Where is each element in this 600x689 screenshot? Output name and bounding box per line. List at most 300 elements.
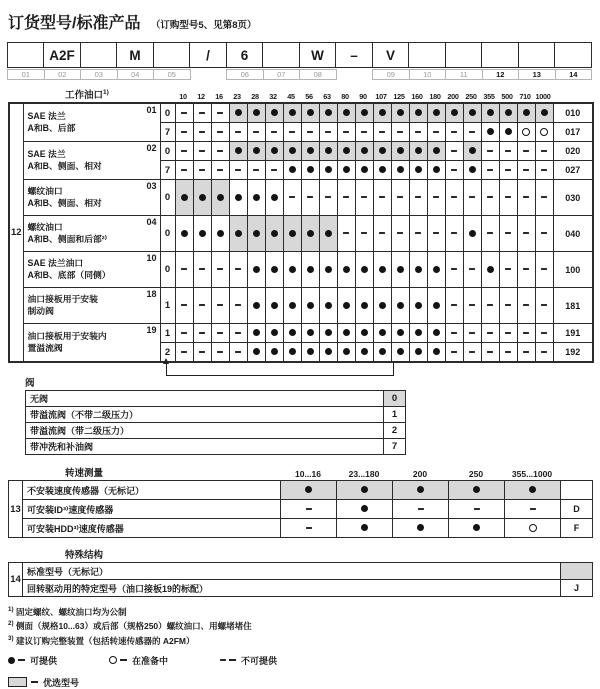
available-icon [433, 329, 440, 336]
size-column-label: 1000 [535, 92, 551, 101]
not-available-icon [217, 150, 223, 152]
availability-cell [481, 343, 499, 363]
not-available-icon [541, 332, 547, 334]
available-icon [361, 266, 368, 273]
not-available-icon [487, 150, 493, 152]
availability-cell [499, 288, 517, 324]
code-position-label: 14 [555, 69, 593, 80]
size-column-label: 710 [519, 92, 531, 101]
size-column-label: 16 [215, 92, 223, 101]
availability-cell [409, 161, 427, 180]
availability-cell [449, 500, 505, 519]
not-available-icon [217, 169, 223, 171]
availability-cell [535, 252, 553, 288]
available-icon [325, 166, 332, 173]
port-number: 04 [146, 217, 157, 227]
not-available-icon [217, 131, 223, 133]
port-number: 01 [146, 105, 157, 115]
row-code: 017 [553, 123, 593, 142]
available-icon [379, 109, 386, 116]
equals-dash-icon [31, 681, 38, 683]
not-available-icon [523, 196, 529, 198]
ports-availability-table [8, 102, 594, 363]
code-position-label: 10 [409, 69, 447, 80]
availability-cell [193, 180, 211, 216]
availability-cell [481, 324, 499, 343]
code-position-label [190, 69, 228, 80]
available-icon [361, 524, 368, 531]
valve-options-table [25, 390, 406, 455]
row-code: 191 [553, 324, 593, 343]
code-box-04: M [116, 42, 154, 68]
availability-cell [283, 123, 301, 142]
availability-cell [265, 324, 283, 343]
code-position-label: 03 [80, 69, 118, 80]
availability-cell [445, 180, 463, 216]
row-code: 100 [553, 252, 593, 288]
not-available-icon [433, 232, 439, 234]
not-available-icon [343, 232, 349, 234]
availability-cell [409, 103, 427, 123]
legend-symbol [8, 657, 15, 664]
availability-cell [193, 161, 211, 180]
availability-cell [281, 519, 337, 538]
not-available-icon [199, 112, 205, 114]
availability-cell [393, 500, 449, 519]
available-icon [217, 194, 224, 201]
not-available-icon [199, 351, 205, 353]
not-available-icon [523, 332, 529, 334]
row-code: 181 [553, 288, 593, 324]
availability-cell [247, 343, 265, 363]
availability-cell [449, 481, 505, 500]
availability-cell [193, 288, 211, 324]
speed-column-label: 250 [468, 469, 484, 479]
available-icon [181, 230, 188, 237]
availability-cell [373, 288, 391, 324]
availability-cell [393, 481, 449, 500]
available-icon [271, 348, 278, 355]
availability-cell [463, 343, 481, 363]
available-icon [325, 109, 332, 116]
available-icon [433, 348, 440, 355]
available-icon [415, 348, 422, 355]
availability-cell [337, 252, 355, 288]
availability-cell [247, 288, 265, 324]
availability-cell [391, 324, 409, 343]
code-box-10 [408, 42, 446, 68]
available-icon [307, 230, 314, 237]
available-icon [271, 230, 278, 237]
available-icon [361, 109, 368, 116]
speed-option-label: 可安装ID³⁾速度传感器 [23, 500, 281, 519]
available-icon [325, 302, 332, 309]
available-icon [415, 109, 422, 116]
available-icon [397, 109, 404, 116]
availability-cell [481, 252, 499, 288]
availability-cell [193, 142, 211, 161]
available-icon [379, 266, 386, 273]
availability-cell [229, 180, 247, 216]
code-position-label: 09 [372, 69, 410, 80]
sub-code: 7 [160, 161, 175, 180]
availability-cell [355, 343, 373, 363]
not-available-icon [451, 232, 457, 234]
availability-cell [301, 180, 319, 216]
code-box-08: W [299, 42, 337, 68]
availability-cell [175, 216, 193, 252]
port-label-line: 油口接板用于安装 [27, 294, 98, 305]
speed-option-code: D [561, 500, 593, 519]
available-icon [379, 329, 386, 336]
not-available-icon [469, 196, 475, 198]
speed-column-label: 10...16 [295, 469, 321, 479]
available-icon [473, 524, 480, 531]
availability-cell [535, 161, 553, 180]
code-box-13 [518, 42, 556, 68]
code-box-01 [7, 42, 45, 68]
availability-cell [517, 252, 535, 288]
port-label [23, 142, 160, 180]
not-available-icon [199, 304, 205, 306]
code-position-label: 07 [263, 69, 301, 80]
available-icon [417, 486, 424, 493]
legend-text: 不可提供 [241, 655, 278, 666]
availability-cell [283, 343, 301, 363]
not-available-icon [199, 268, 205, 270]
availability-cell [517, 123, 535, 142]
not-available-icon [451, 268, 457, 270]
availability-cell [319, 161, 337, 180]
size-column-label: 160 [411, 92, 423, 101]
availability-cell [463, 288, 481, 324]
availability-cell [247, 216, 265, 252]
not-available-icon [451, 169, 457, 171]
availability-cell [481, 142, 499, 161]
availability-cell [211, 142, 229, 161]
port-label [23, 180, 160, 216]
availability-cell [393, 519, 449, 538]
availability-cell [229, 123, 247, 142]
preferred-shading-swatch [8, 677, 27, 687]
availability-cell [355, 252, 373, 288]
not-available-icon [343, 196, 349, 198]
availability-cell [265, 142, 283, 161]
availability-cell [355, 161, 373, 180]
size-column-label: 500 [501, 92, 513, 101]
availability-cell [427, 103, 445, 123]
available-icon [433, 166, 440, 173]
not-available-icon [325, 131, 331, 133]
availability-cell [481, 180, 499, 216]
availability-cell [229, 103, 247, 123]
valve-option-label: 无阀 [26, 391, 384, 407]
availability-cell [463, 142, 481, 161]
availability-cell [535, 123, 553, 142]
availability-cell [391, 216, 409, 252]
availability-cell [247, 252, 265, 288]
not-available-icon [181, 131, 187, 133]
speed-column-label: 200 [412, 469, 428, 479]
ordering-code-position-labels [8, 69, 592, 80]
available-icon [307, 302, 314, 309]
availability-cell [283, 288, 301, 324]
not-available-icon [505, 351, 511, 353]
availability-cell [337, 500, 393, 519]
availability-cell [301, 216, 319, 252]
not-available-icon [487, 196, 493, 198]
availability-cell [265, 343, 283, 363]
available-icon [343, 329, 350, 336]
not-available-icon [451, 351, 457, 353]
code-position-label: 06 [226, 69, 264, 80]
availability-cell [175, 324, 193, 343]
available-icon [433, 147, 440, 154]
speed-sensor-table [8, 480, 593, 538]
port-label-line: 制动阀 [27, 305, 54, 316]
available-icon [397, 329, 404, 336]
availability-cell [337, 216, 355, 252]
availability-cell [301, 142, 319, 161]
not-available-icon [523, 232, 529, 234]
available-icon [325, 147, 332, 154]
availability-cell [535, 216, 553, 252]
availability-cell [211, 252, 229, 288]
not-available-icon [451, 131, 457, 133]
availability-cell [463, 161, 481, 180]
availability-cell [193, 123, 211, 142]
available-icon [289, 147, 296, 154]
available-icon [361, 302, 368, 309]
legend-item [109, 654, 168, 667]
availability-cell [193, 103, 211, 123]
availability-cell [463, 180, 481, 216]
not-available-icon [235, 169, 241, 171]
available-icon [235, 230, 242, 237]
availability-cell [337, 123, 355, 142]
port-label [23, 324, 160, 363]
available-icon [361, 329, 368, 336]
valve-option-code: 0 [384, 391, 406, 407]
availability-cell [373, 343, 391, 363]
not-available-icon [523, 169, 529, 171]
available-icon [271, 302, 278, 309]
availability-cell [427, 161, 445, 180]
availability-cell [229, 161, 247, 180]
availability-cell [301, 123, 319, 142]
availability-cell [193, 343, 211, 363]
availability-cell [355, 288, 373, 324]
availability-cell [505, 481, 561, 500]
available-icon [361, 486, 368, 493]
availability-cell [175, 123, 193, 142]
available-icon [487, 266, 494, 273]
available-icon [253, 266, 260, 273]
port-label-line: A和B、后部 [27, 122, 76, 133]
availability-cell [229, 288, 247, 324]
port-number: 02 [146, 143, 157, 153]
availability-cell [211, 103, 229, 123]
not-available-icon [523, 150, 529, 152]
available-icon [289, 109, 296, 116]
availability-cell [283, 142, 301, 161]
not-available-icon [361, 232, 367, 234]
legend-preferred-text: 优选型号 [43, 677, 80, 688]
not-available-icon [307, 131, 313, 133]
availability-cell [229, 216, 247, 252]
availability-cell [211, 288, 229, 324]
available-icon [397, 302, 404, 309]
valve-arrow-connector [166, 363, 394, 376]
available-icon [271, 109, 278, 116]
available-icon [397, 147, 404, 154]
not-available-icon [505, 304, 511, 306]
not-available-icon [181, 150, 187, 152]
availability-cell [517, 103, 535, 123]
availability-cell [247, 142, 265, 161]
available-icon [253, 230, 260, 237]
availability-cell [499, 343, 517, 363]
availability-cell [409, 324, 427, 343]
not-available-icon [541, 150, 547, 152]
availability-cell [427, 252, 445, 288]
footnote: $^{2)}$ 侧面（规格10...63）或后部（规格250）螺纹油口、用螺堵堵住 [8, 620, 252, 632]
not-available-icon [505, 196, 511, 198]
size-column-label: 12 [197, 92, 205, 101]
page-title: 订货型号/标准产品 [8, 15, 141, 32]
available-icon [397, 348, 404, 355]
not-available-icon [307, 196, 313, 198]
availability-cell [445, 103, 463, 123]
not-available-icon [397, 232, 403, 234]
not-available-icon [505, 150, 511, 152]
available-icon [289, 166, 296, 173]
sub-code: 1 [160, 324, 175, 343]
port-number: 10 [146, 253, 157, 263]
size-column-label: 200 [447, 92, 459, 101]
available-icon [505, 128, 512, 135]
code-box-02: A2F [43, 42, 81, 68]
availability-cell [355, 123, 373, 142]
port-label [23, 288, 160, 324]
available-icon [433, 302, 440, 309]
arrow-up-icon [163, 358, 169, 364]
not-available-icon [235, 351, 241, 353]
not-available-icon [361, 131, 367, 133]
availability-cell [281, 481, 337, 500]
not-available-icon [199, 150, 205, 152]
availability-cell [517, 180, 535, 216]
not-available-icon [199, 169, 205, 171]
not-available-icon [181, 351, 187, 353]
available-icon [289, 329, 296, 336]
speed-option-code: F [561, 519, 593, 538]
not-available-icon [474, 508, 480, 510]
available-icon [415, 266, 422, 273]
available-icon [307, 348, 314, 355]
code-position-label: 02 [44, 69, 82, 80]
available-icon [343, 166, 350, 173]
available-icon [361, 505, 368, 512]
available-icon [433, 109, 440, 116]
not-available-icon [469, 131, 475, 133]
availability-cell [319, 252, 337, 288]
availability-cell [337, 519, 393, 538]
availability-cell [391, 103, 409, 123]
code-position-label: 04 [117, 69, 155, 80]
size-column-label: 10 [179, 92, 187, 101]
code-box-11 [445, 42, 483, 68]
availability-cell [211, 216, 229, 252]
available-icon [253, 302, 260, 309]
available-icon [289, 230, 296, 237]
availability-cell [175, 161, 193, 180]
available-icon [433, 266, 440, 273]
availability-cell [373, 216, 391, 252]
availability-cell [247, 324, 265, 343]
availability-cell [193, 216, 211, 252]
availability-cell [535, 180, 553, 216]
available-icon [469, 147, 476, 154]
availability-cell [427, 343, 445, 363]
availability-cell [175, 180, 193, 216]
availability-cell [175, 142, 193, 161]
valve-option-code: 2 [384, 423, 406, 439]
availability-cell [445, 142, 463, 161]
row-code: 030 [553, 180, 593, 216]
availability-cell [445, 123, 463, 142]
not-available-icon [505, 169, 511, 171]
special-option-label: 回转驱动用的特定型号（油口接板19的标配） [23, 580, 561, 597]
availability-cell [283, 216, 301, 252]
availability-cell [373, 103, 391, 123]
available-icon [289, 302, 296, 309]
port-label-line: 置溢流阀 [27, 342, 63, 353]
not-available-icon [415, 232, 421, 234]
size-column-label: 180 [429, 92, 441, 101]
availability-cell [301, 343, 319, 363]
available-icon [235, 194, 242, 201]
availability-cell [499, 216, 517, 252]
in-preparation-icon [540, 128, 548, 136]
not-available-icon [217, 351, 223, 353]
availability-cell [265, 123, 283, 142]
availability-cell [535, 288, 553, 324]
row-code: 020 [553, 142, 593, 161]
speed-section-header [8, 465, 592, 480]
port-label-line: A和B、侧面、相对 [27, 160, 102, 171]
availability-cell [499, 161, 517, 180]
availability-cell [337, 324, 355, 343]
section-number: 13 [9, 481, 23, 538]
not-available-icon [379, 196, 385, 198]
availability-cell [301, 103, 319, 123]
availability-cell [517, 161, 535, 180]
not-available-icon [523, 351, 529, 353]
available-icon [487, 109, 494, 116]
not-available-icon [379, 232, 385, 234]
not-available-icon [181, 304, 187, 306]
port-label-line: SAE 法兰 [27, 111, 66, 122]
availability-cell [265, 180, 283, 216]
available-icon [199, 194, 206, 201]
not-available-icon [217, 304, 223, 306]
availability-cell [463, 123, 481, 142]
availability-cell [427, 324, 445, 343]
code-box-07 [262, 42, 300, 68]
availability-cell [265, 103, 283, 123]
availability-cell [355, 142, 373, 161]
